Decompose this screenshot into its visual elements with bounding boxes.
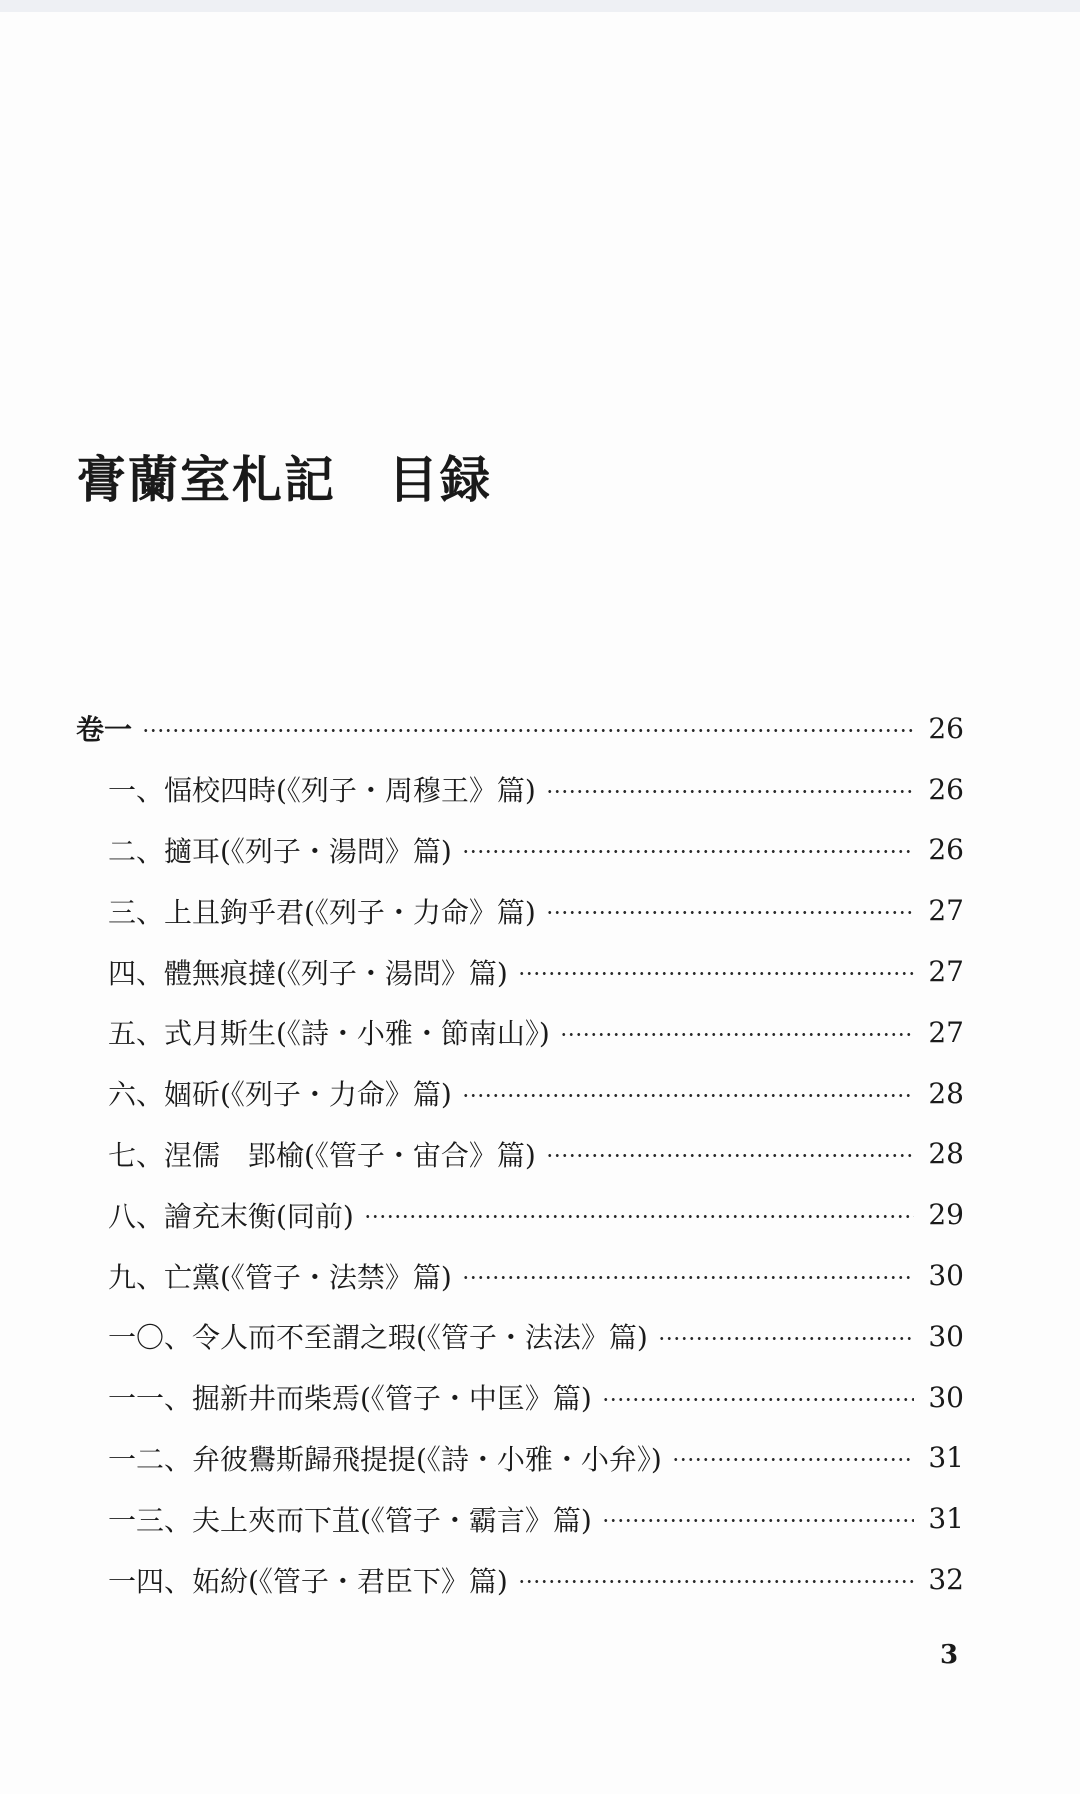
toc-page-number: 27	[928, 894, 964, 928]
page-title	[76, 450, 492, 510]
toc-entry[interactable]	[76, 1002, 964, 1063]
toc-entry[interactable]	[76, 1184, 964, 1245]
toc-entry[interactable]	[76, 1245, 964, 1306]
dot-leader	[672, 1458, 914, 1461]
toc-entry-title: 卷一	[76, 713, 133, 747]
toc-page-number: 28	[928, 1076, 964, 1110]
toc-page-number: 31	[928, 1502, 964, 1536]
dot-leader	[518, 1580, 914, 1583]
toc-entry[interactable]	[76, 759, 964, 820]
toc-page-number: 31	[928, 1441, 964, 1475]
section-title-text: 目録	[388, 450, 492, 509]
toc-page-number: 26	[928, 711, 964, 745]
toc-entry-title: 四、體無痕撻(《列子・湯問》篇)	[108, 956, 508, 990]
toc-page-number: 26	[928, 772, 964, 806]
dot-leader	[602, 1519, 914, 1522]
toc-page-number: 27	[928, 955, 964, 989]
toc-page-number: 30	[928, 1259, 964, 1293]
toc-page-number: 26	[928, 833, 964, 867]
dot-leader	[546, 911, 914, 914]
dot-leader	[462, 1276, 914, 1279]
table-of-contents	[76, 698, 964, 1610]
toc-entry-title: 八、譮充末衡(同前)	[108, 1199, 354, 1233]
toc-entry[interactable]	[76, 1549, 964, 1610]
dot-leader	[142, 729, 914, 732]
toc-entry-title: 一四、妬紛(《管子・君臣下》篇)	[108, 1564, 508, 1598]
toc-entry-title: 一二、弁彼鸒斯歸飛提提(《詩・小雅・小弁》)	[108, 1442, 662, 1476]
toc-entry-title: 一〇、令人而不至謂之瑕(《管子・法法》篇)	[108, 1321, 648, 1355]
dot-leader	[560, 1033, 914, 1036]
dot-leader	[462, 1094, 914, 1097]
toc-entry-title: 五、式月斯生(《詩・小雅・節南山》)	[108, 1017, 550, 1051]
toc-page-number: 32	[928, 1563, 964, 1597]
toc-entry[interactable]	[76, 1124, 964, 1185]
toc-entry-title: 二、擿耳(《列子・湯問》篇)	[108, 834, 452, 868]
dot-leader	[658, 1337, 914, 1340]
book-page	[0, 12, 1080, 1794]
toc-entry[interactable]	[76, 941, 964, 1002]
dot-leader	[364, 1215, 914, 1218]
toc-entry[interactable]	[76, 1488, 964, 1549]
toc-page-number: 28	[928, 1137, 964, 1171]
dot-leader	[602, 1398, 914, 1401]
dot-leader	[546, 1154, 914, 1157]
toc-page-number: 30	[928, 1319, 964, 1353]
toc-entry-title: 一三、夫上夾而下苴(《管子・霸言》篇)	[108, 1503, 592, 1537]
toc-entry[interactable]	[76, 1428, 964, 1489]
toc-entry-title: 一一、掘新井而柴焉(《管子・中匡》篇)	[108, 1382, 592, 1416]
toc-page-number: 30	[928, 1380, 964, 1414]
toc-entry[interactable]	[76, 1306, 964, 1367]
toc-entry-title: 七、涅儒 郢榆(《管子・宙合》篇)	[108, 1138, 536, 1172]
toc-page-number: 29	[928, 1198, 964, 1232]
toc-page-number: 27	[928, 1015, 964, 1049]
toc-volume-heading[interactable]	[76, 698, 964, 759]
toc-entry-title: 六、婟斫(《列子・力命》篇)	[108, 1078, 452, 1112]
toc-entry[interactable]	[76, 880, 964, 941]
top-bar	[0, 0, 1080, 12]
toc-entry[interactable]	[76, 820, 964, 881]
toc-entry[interactable]	[76, 1367, 964, 1428]
toc-entry[interactable]	[76, 1063, 964, 1124]
dot-leader	[462, 850, 914, 853]
toc-entry-title: 一、愊校四時(《列子・周穆王》篇)	[108, 774, 536, 808]
toc-entry-title: 三、上且鉤乎君(《列子・力命》篇)	[108, 895, 536, 929]
dot-leader	[518, 972, 914, 975]
dot-leader	[546, 790, 914, 793]
page-number: 3	[940, 1640, 959, 1670]
toc-entry-title: 九、亡黨(《管子・法禁》篇)	[108, 1260, 452, 1294]
book-title-text: 膏蘭室札記	[76, 450, 336, 509]
